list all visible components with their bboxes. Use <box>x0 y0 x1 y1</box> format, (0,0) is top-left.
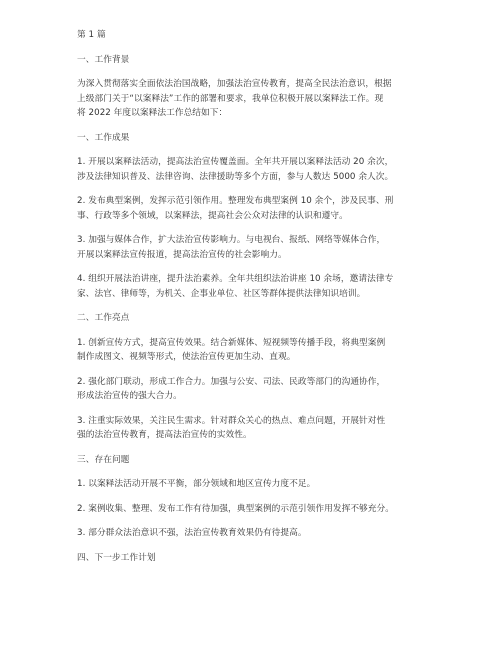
paragraph <box>77 336 429 365</box>
paragraph <box>77 375 429 404</box>
paragraph-line: 3. 加强与媒体合作，扩大法治宣传影响力。与电视台、报纸、网络等媒体合作， <box>77 235 386 245</box>
section-heading: 四、下一步工作计划 <box>77 552 156 563</box>
paragraph-line: 开展以案释法宣传报道，提高法治宣传的社会影响力。 <box>77 249 287 260</box>
section-heading: 二、工作亮点 <box>77 313 130 323</box>
paragraph-line: 强的法治宣传教育，提高法治宣传的实效性。 <box>77 430 252 440</box>
paragraph-line: 1. 以案释法活动开展不平衡，部分领域和地区宣传力度不足。 <box>77 479 316 489</box>
paragraph-line: 涉及法律知识普及、法律咨询、法律援助等多个方面，参与人数达 5000 余人次。 <box>77 171 394 182</box>
paragraph <box>77 233 429 262</box>
document-body <box>77 28 429 565</box>
document-title: 第 1 篇 <box>77 30 106 40</box>
paragraph <box>77 155 429 184</box>
paragraph-line: 形成法治宣传的强大合力。 <box>77 391 182 401</box>
paragraph-line: 将 2022 年度以案释法工作总结如下： <box>77 108 228 118</box>
paragraph-line: 1. 创新宣传方式，提高宣传效果。结合新媒体、短视频等传播手段，将典型案例 <box>77 337 386 348</box>
section-heading: 一、工作成果 <box>77 132 130 143</box>
paragraph <box>77 272 429 301</box>
paragraph-line: 为深入贯彻落实全面依法治国战略，加强法治宣传教育，提高全民法治意识，根据 <box>77 79 392 89</box>
paragraph-line: 2. 案例收集、整理、发布工作有待加强，典型案例的示范引领作用发挥不够充分。 <box>77 503 395 514</box>
paragraph-line: 4. 组织开展法治讲座，提升法治素养。全年共组织法治讲座 10 余场，邀请法律专 <box>77 274 394 284</box>
paragraph-line: 制作成图文、视频等形式，使法治宣传更加生动、直观。 <box>77 352 296 362</box>
paragraph <box>77 77 429 121</box>
paragraph-line: 2. 强化部门联动，形成工作合力。加强与公安、司法、民政等部门的沟通协作， <box>77 376 386 387</box>
paragraph-line: 1. 开展以案释法活动，提高法治宣传覆盖面。全年共开展以案释法活动 20 余次， <box>77 157 394 167</box>
paragraph-line: 2. 发布典型案例，发挥示范引领作用。整理发布典型案例 10 余个，涉及民事、刑 <box>77 196 394 206</box>
paragraph-line: 3. 部分群众法治意识不强，法治宣传教育效果仍有待提高。 <box>77 528 307 538</box>
paragraph-line: 3. 注重实际效果，关注民生需求。针对群众关心的热点、难点问题，开展针对性 <box>77 415 386 426</box>
section-heading: 三、存在问题 <box>77 454 130 465</box>
paragraph-line: 上级部门关于“以案释法”工作的部署和要求，我单位积极开展以案释法工作。现 <box>77 93 384 104</box>
section-heading: 一、工作背景 <box>77 54 130 65</box>
paragraph-line: 家、法官、律师等，为机关、企事业单位、社区等群体提供法律知识培训。 <box>77 288 366 299</box>
paragraph <box>77 414 429 443</box>
paragraph-line: 事、行政等多个领域，以案释法，提高社会公众对法律的认识和遵守。 <box>77 210 348 221</box>
paragraph <box>77 194 429 223</box>
